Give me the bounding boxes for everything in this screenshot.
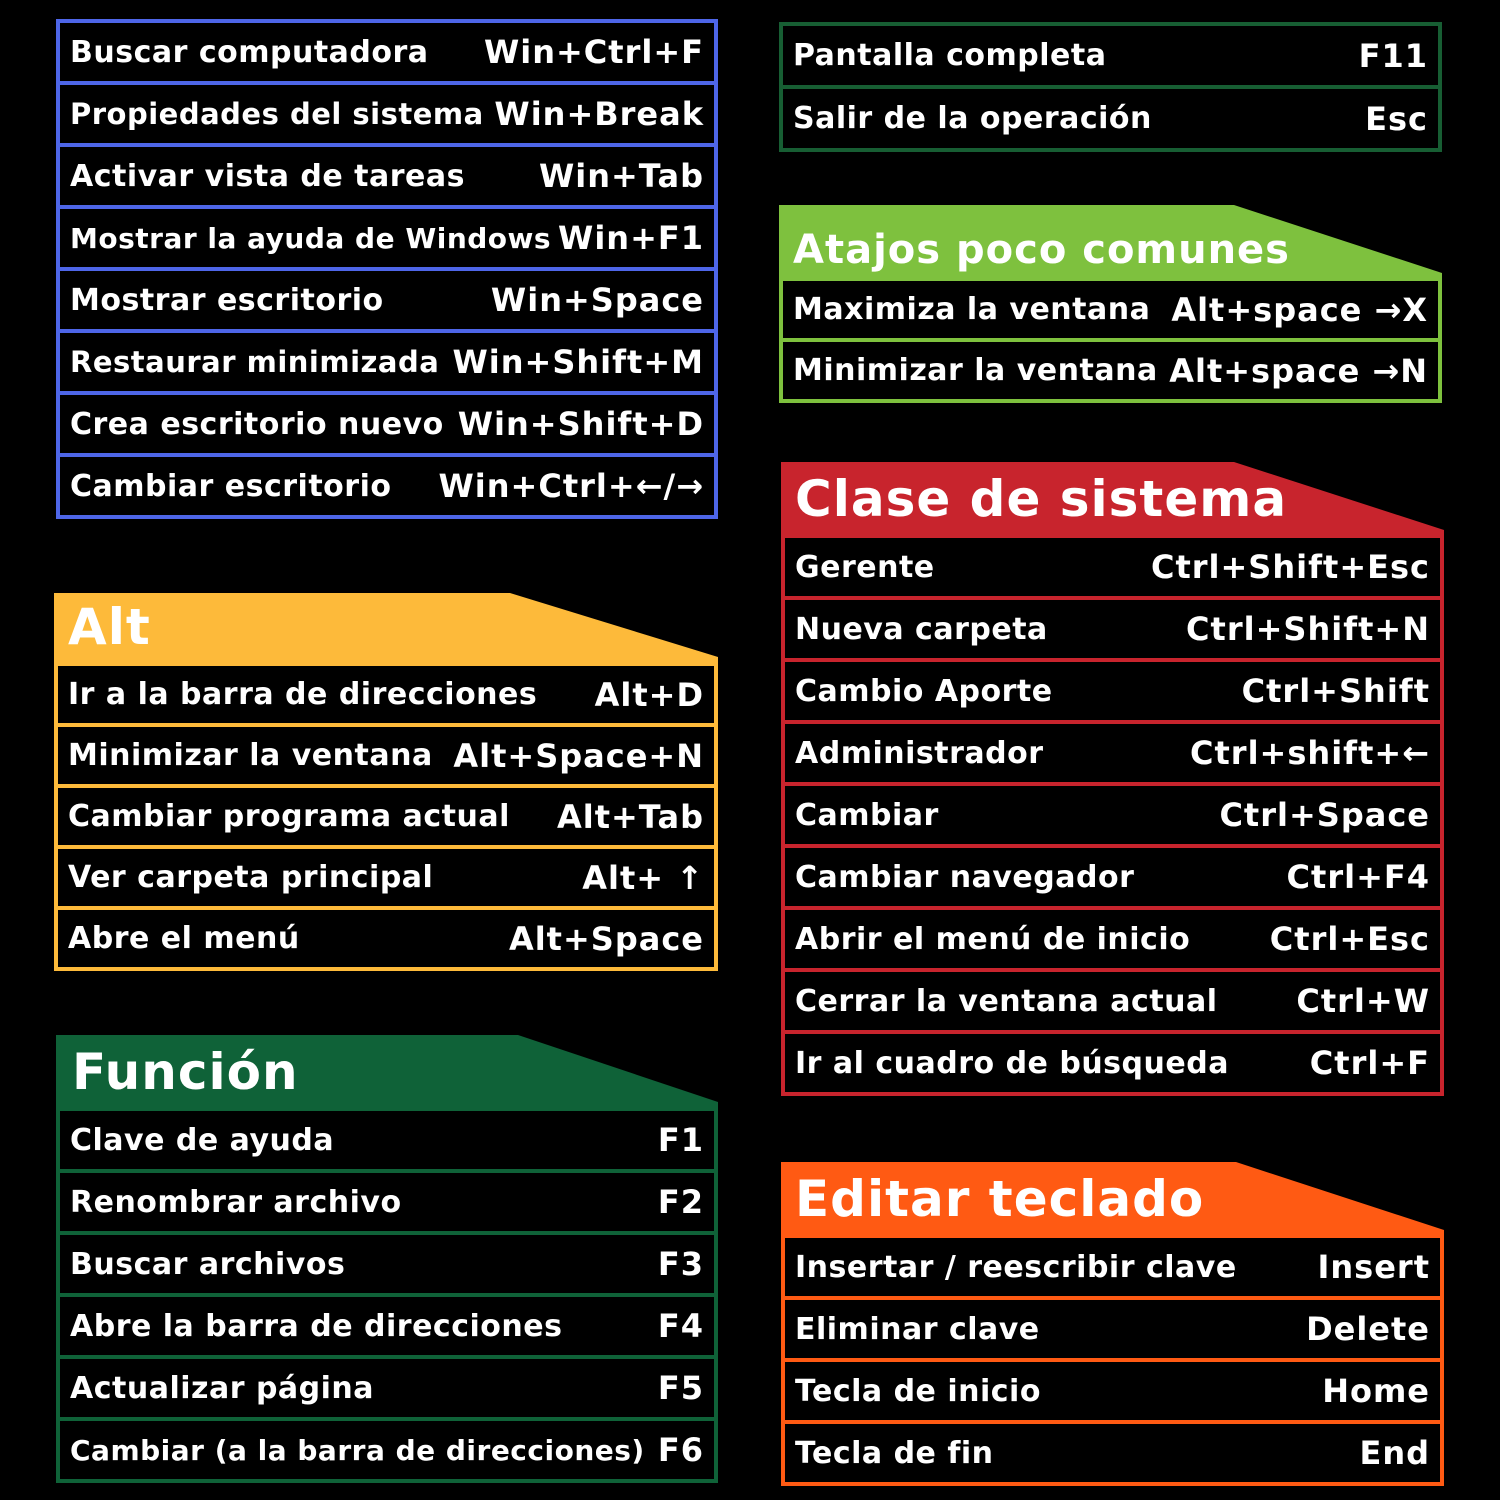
shortcut-row	[785, 1424, 1440, 1486]
shortcut-key: Alt+Space	[508, 919, 704, 958]
shortcut-label: Cambiar escritorio	[70, 468, 392, 504]
shortcut-row	[58, 910, 714, 971]
shortcut-key: Ctrl+Space	[1219, 796, 1430, 834]
shortcut-label: Cambiar programa actual	[68, 799, 510, 834]
shortcut-row	[60, 147, 714, 209]
shortcut-row	[785, 538, 1440, 600]
shortcut-key: Ctrl+Shift	[1241, 672, 1430, 710]
shortcut-label: Cerrar la ventana actual	[795, 983, 1218, 1019]
shortcut-label: Maximiza la ventana	[793, 292, 1151, 327]
panel-header	[56, 1035, 718, 1107]
shortcut-label: Minimizar la ventana	[68, 738, 433, 773]
screen-shortcuts-panel	[779, 22, 1442, 152]
panel-title: Función	[72, 1043, 299, 1101]
shortcut-key: F6	[657, 1431, 704, 1469]
shortcut-key: F11	[1358, 36, 1428, 75]
shortcut-key: Ctrl+F4	[1286, 858, 1430, 896]
shortcut-row	[785, 662, 1440, 724]
shortcut-row	[60, 85, 714, 147]
shortcut-row	[58, 788, 714, 849]
shortcut-label: Actualizar página	[70, 1370, 375, 1406]
system-shortcut-list	[781, 534, 1444, 1096]
shortcut-label: Crea escritorio nuevo	[70, 406, 444, 442]
panel-header	[781, 1162, 1444, 1234]
shortcut-row	[60, 1111, 714, 1173]
shortcut-label: Ver carpeta principal	[68, 860, 434, 895]
panel-header	[779, 205, 1442, 277]
windows-shortcut-list	[56, 19, 718, 519]
shortcut-row	[785, 848, 1440, 910]
shortcut-label: Pantalla completa	[793, 38, 1107, 73]
panel-title: Atajos poco comunes	[793, 227, 1290, 273]
shortcut-row	[60, 209, 714, 271]
shortcut-row	[785, 1300, 1440, 1362]
shortcut-row	[785, 786, 1440, 848]
shortcut-row	[785, 1362, 1440, 1424]
shortcut-key: Alt+D	[594, 675, 704, 714]
shortcut-label: Tecla de inicio	[795, 1373, 1041, 1409]
shortcut-row	[58, 849, 714, 910]
shortcut-label: Cambiar (a la barra de direcciones)	[70, 1433, 645, 1467]
shortcut-key: Insert	[1317, 1248, 1430, 1286]
shortcut-label: Clave de ayuda	[70, 1122, 335, 1158]
shortcut-label: Nueva carpeta	[795, 611, 1048, 647]
alt-shortcut-list	[54, 662, 718, 971]
panel-title: Clase de sistema	[795, 470, 1288, 528]
shortcut-label: Mostrar la ayuda de Windows	[70, 221, 552, 255]
shortcut-row	[58, 666, 714, 727]
shortcut-row	[785, 724, 1440, 786]
shortcut-label: Propiedades del sistema	[70, 97, 484, 131]
shortcut-row	[785, 972, 1440, 1034]
shortcut-row	[60, 1359, 714, 1421]
shortcut-row	[58, 727, 714, 788]
shortcut-label: Ir a la barra de direcciones	[68, 677, 538, 712]
shortcut-label: Eliminar clave	[795, 1311, 1040, 1347]
shortcut-row	[783, 26, 1438, 89]
shortcut-row	[785, 1238, 1440, 1300]
function-shortcuts-panel	[56, 1035, 718, 1483]
shortcut-label: Tecla de fin	[795, 1435, 994, 1471]
shortcut-key: Esc	[1365, 99, 1428, 138]
shortcut-key: Win+Break	[494, 95, 704, 133]
shortcut-label: Buscar computadora	[70, 34, 429, 70]
shortcut-label: Administrador	[795, 735, 1044, 771]
shortcut-label: Cambio Aporte	[795, 673, 1053, 709]
shortcut-key: F3	[657, 1245, 704, 1283]
shortcut-key: Alt+space →N	[1169, 351, 1428, 390]
shortcut-key: Win+F1	[558, 219, 704, 257]
shortcut-key: Win+Space	[490, 281, 704, 319]
shortcut-key: Alt+Tab	[556, 797, 704, 836]
shortcut-key: Win+Ctrl+←/→	[438, 467, 704, 505]
shortcut-row	[60, 23, 714, 85]
shortcut-row	[60, 271, 714, 333]
shortcut-label: Abrir el menú de inicio	[795, 921, 1191, 957]
shortcut-label: Activar vista de tareas	[70, 158, 465, 194]
function-shortcut-list	[56, 1107, 718, 1483]
shortcut-row	[783, 89, 1438, 152]
rare-shortcut-list	[779, 277, 1442, 403]
shortcut-key: F5	[657, 1369, 704, 1407]
shortcut-key: Ctrl+Shift+Esc	[1150, 548, 1430, 586]
shortcut-label: Abre la barra de direcciones	[70, 1308, 563, 1344]
shortcut-row	[60, 1421, 714, 1483]
edit-shortcut-list	[781, 1234, 1444, 1486]
shortcut-row	[783, 281, 1438, 342]
shortcut-key: Ctrl+Esc	[1269, 920, 1430, 958]
shortcut-key: Win+Shift+M	[452, 343, 704, 381]
shortcut-key: F1	[657, 1121, 704, 1159]
shortcut-key: Home	[1322, 1372, 1430, 1410]
shortcut-row	[60, 1235, 714, 1297]
shortcut-label: Gerente	[795, 549, 935, 585]
shortcut-label: Minimizar la ventana	[793, 353, 1158, 388]
shortcut-key: Alt+space →X	[1171, 290, 1428, 329]
shortcut-row	[785, 1034, 1440, 1096]
alt-shortcuts-panel	[54, 593, 718, 971]
panel-header	[54, 593, 718, 662]
shortcut-row	[60, 333, 714, 395]
shortcut-key: Alt+ ↑	[582, 858, 704, 897]
shortcut-row	[60, 457, 714, 519]
shortcut-key: Ctrl+W	[1296, 982, 1430, 1020]
system-shortcuts-panel	[781, 462, 1444, 1096]
shortcut-row	[785, 600, 1440, 662]
shortcut-key: Delete	[1306, 1310, 1430, 1348]
shortcut-label: Cambiar	[795, 797, 939, 833]
shortcut-row	[60, 1173, 714, 1235]
shortcut-label: Abre el menú	[68, 921, 300, 956]
panel-title: Alt	[68, 598, 151, 656]
screen-shortcut-list	[779, 22, 1442, 152]
shortcut-key: F2	[657, 1183, 704, 1221]
header-tab-shape	[54, 593, 718, 662]
rare-shortcuts-panel	[779, 205, 1442, 403]
shortcut-label: Salir de la operación	[793, 101, 1152, 136]
shortcut-label: Restaurar minimizada	[70, 345, 440, 379]
shortcut-key: Win+Shift+D	[457, 405, 704, 443]
shortcut-label: Renombrar archivo	[70, 1184, 402, 1220]
shortcut-key: End	[1359, 1434, 1430, 1472]
shortcut-label: Cambiar navegador	[795, 859, 1135, 895]
shortcut-row	[60, 395, 714, 457]
panel-title: Editar teclado	[795, 1170, 1205, 1228]
shortcut-label: Buscar archivos	[70, 1246, 346, 1282]
shortcut-key: Ctrl+shift+←	[1190, 734, 1430, 772]
shortcut-row	[783, 342, 1438, 403]
shortcut-row	[785, 910, 1440, 972]
panel-header	[781, 462, 1444, 534]
shortcut-key: Ctrl+Shift+N	[1186, 610, 1430, 648]
shortcut-key: F4	[657, 1307, 704, 1345]
windows-shortcuts-panel	[56, 19, 718, 519]
shortcut-key: Win+Tab	[538, 157, 704, 195]
shortcut-key: Alt+Space+N	[453, 736, 704, 775]
shortcut-row	[60, 1297, 714, 1359]
shortcut-label: Ir al cuadro de búsqueda	[795, 1045, 1229, 1081]
shortcut-label: Insertar / reescribir clave	[795, 1249, 1237, 1285]
edit-keyboard-panel	[781, 1162, 1444, 1486]
shortcut-label: Mostrar escritorio	[70, 282, 384, 318]
shortcut-key: Win+Ctrl+F	[483, 33, 704, 71]
shortcut-key: Ctrl+F	[1309, 1044, 1430, 1082]
